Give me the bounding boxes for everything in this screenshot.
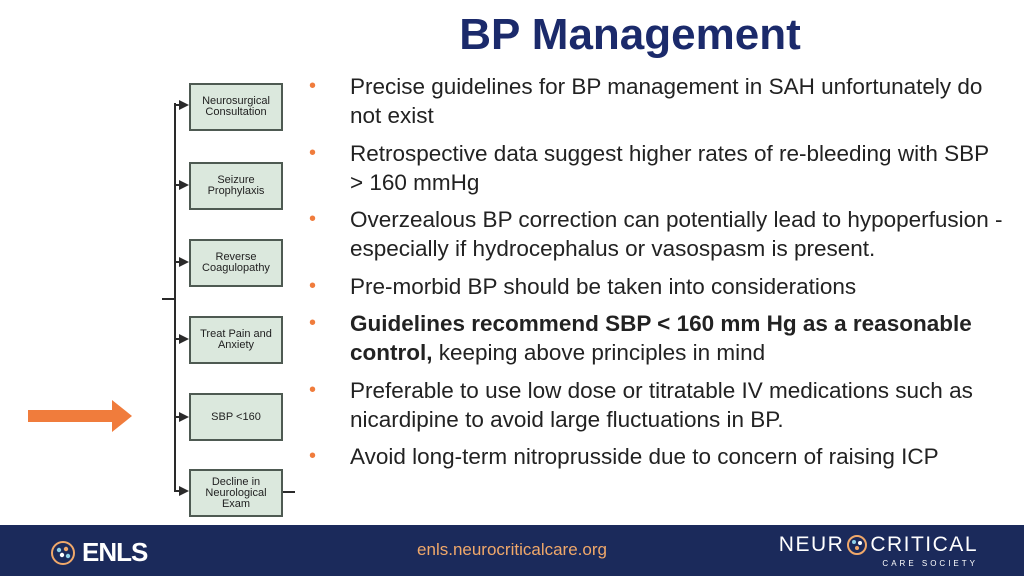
ncs-logo-subtitle: CARE SOCIETY [882, 559, 978, 568]
bullet-item: • Retrospective data suggest higher rates of re-bleeding with SBP > 160 mmHg [309, 140, 989, 195]
bullet-item: • Pre-morbid BP should be taken into considerations [309, 273, 857, 299]
bullet-text: keeping above principles in mind [432, 340, 766, 365]
flowchart-spine [174, 103, 176, 491]
flow-box-sbp-160: SBP <160 [189, 393, 283, 441]
flow-box-neurosurgical-consultation: Neurosurgical Consultation [189, 83, 283, 131]
orange-arrow-icon [28, 400, 134, 432]
bullet-item [305, 309, 1005, 367]
arrowhead-icon [179, 180, 189, 190]
arrowhead-icon [179, 257, 189, 267]
flowchart-exit-line [283, 491, 295, 493]
bullet-dot-icon: • [309, 141, 317, 164]
flowchart [0, 0, 320, 525]
bullet-dot-icon: • [309, 312, 317, 334]
ncs-logo-text-left: NEUR [778, 533, 845, 556]
ncs-logo [779, 533, 978, 568]
arrowhead-icon [179, 334, 189, 344]
flow-box-treat-pain-anxiety: Treat Pain and Anxiety [189, 316, 283, 364]
bullet-list [305, 72, 1005, 480]
bullet-bold-text: Guidelines recommend SBP < 160 mm Hg as a reasonable control, [350, 311, 972, 365]
footer-url[interactable]: enls.neurocriticalcare.org [417, 540, 607, 559]
bullet-dot-icon: • [309, 445, 317, 467]
flow-box-seizure-prophylaxis: Seizure Prophylaxis [189, 162, 283, 210]
flow-box-reverse-coagulopathy: Reverse Coagulopathy [189, 239, 283, 287]
bullet-item: • Overzealous BP correction can potentially lead to hypoperfusion - especially if hydrocephalus or vasospasm is present. [309, 207, 1003, 261]
bullet-item: • Precise guidelines for BP management in SAH unfortunately do not exist [309, 74, 983, 128]
bullet-dot-icon: • [309, 378, 317, 401]
brain-network-icon [846, 534, 868, 556]
flow-box-decline-neuro-exam: Decline in Neurological Exam [189, 469, 283, 517]
slide-title: BP Management [459, 10, 801, 59]
bullet-item: • Avoid long-term nitroprusside due to concern of raising ICP [309, 444, 939, 469]
arrowhead-icon [179, 100, 189, 110]
bullet-dot-icon: • [309, 75, 317, 97]
arrowhead-icon [179, 486, 189, 496]
bullet-item: • Preferable to use low dose or titratable IV medications such as nicardipine to avoid large fluctuations in BP. [309, 377, 973, 432]
bullet-dot-icon: • [309, 208, 317, 230]
enls-logo-text: ENLS [82, 537, 148, 567]
footer-bar [0, 525, 1024, 576]
ncs-logo-text-right: CRITICAL [870, 533, 978, 556]
arrowhead-icon [179, 412, 189, 422]
bullet-dot-icon: • [309, 274, 317, 297]
